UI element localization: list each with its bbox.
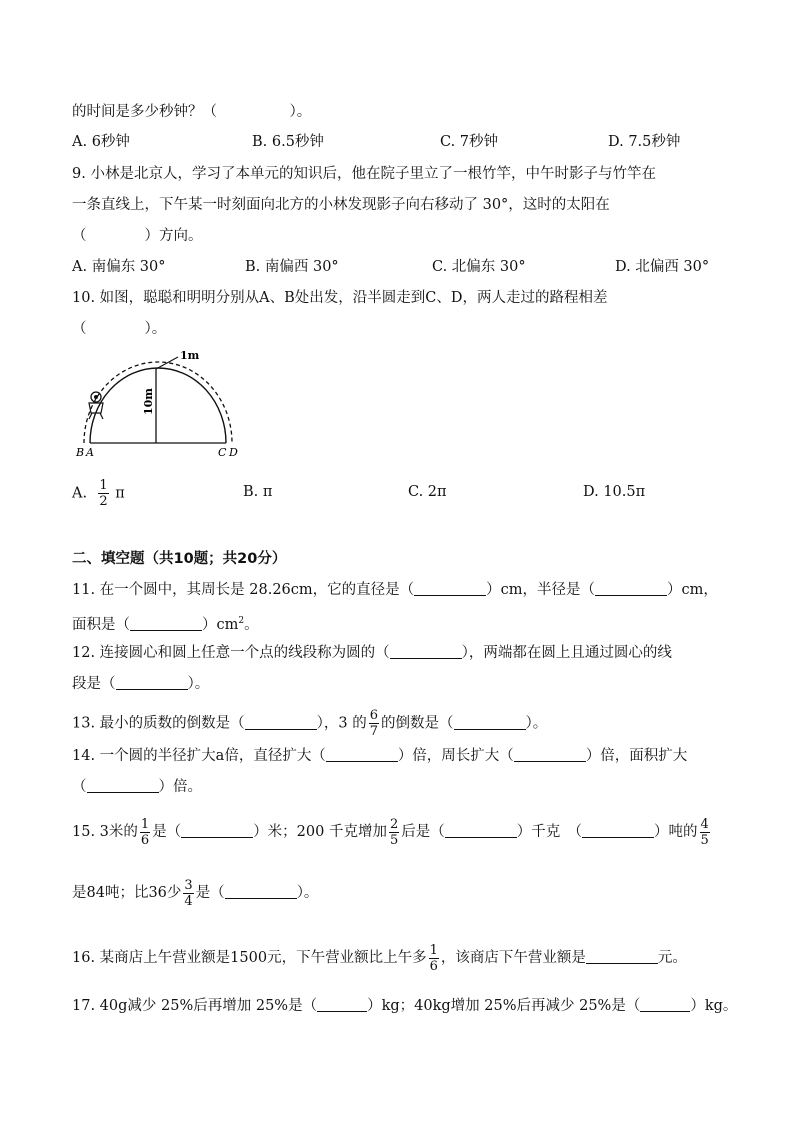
blank <box>317 997 367 1012</box>
blank <box>640 997 690 1012</box>
q12-line2: 段是（ ）。 <box>72 676 210 692</box>
q16-line: 16. 某商店上午营业额是1500元，下午营业额比上午多 $\frac{1}{6}$ ，该商店下午营业额是 元。 <box>72 942 687 974</box>
blank <box>181 823 253 838</box>
q10-option-d: D. 10.5π <box>583 484 646 500</box>
q10-option-c: C. 2π <box>408 484 447 500</box>
fraction: $\frac{2}{5}$ <box>389 816 399 848</box>
q10-line2: （ ）。 <box>72 321 167 337</box>
q14-line1: 14. 一个圆的半径扩大a倍，直径扩大（ ）倍，周长扩大（ ）倍，面积扩大 <box>72 748 688 764</box>
point-a: A <box>86 446 94 459</box>
q8-option-a: A. 6秒钟 <box>72 134 130 150</box>
outer-semicircle <box>84 362 232 443</box>
q17-line: 17. 40g减少 25%后再增加 25%是（ ）kg；40kg增加 25%后再减少 25%是（ ）kg。 <box>72 998 738 1014</box>
q15-line1: 15. 3米的 $\frac{1}{6}$ 是（ ）米；200 千克增加 $\frac{2}{5}$ 后是（ ）千克 （ ）吨的 $\frac{4}{5}$ <box>72 816 709 848</box>
q9-option-c: C. 北偏东 30° <box>432 259 526 275</box>
q8-option-c: C. 7秒钟 <box>440 134 499 150</box>
q13-line: 13. 最小的质数的倒数是（ ），3 的 $\frac{6}{7}$ 的倒数是（ ）。 <box>72 708 548 739</box>
point-d: D <box>229 446 238 459</box>
blank <box>595 581 667 596</box>
blank <box>130 616 202 631</box>
q9-option-a: A. 南偏东 30° <box>72 259 166 275</box>
q10-line1: 10. 如图，聪聪和明明分别从A、B处出发，沿半圆走到C、D，两人走过的路程相差 <box>72 290 608 306</box>
q10-option-a: A. $\frac{1}{2}$ π <box>72 478 125 509</box>
blank <box>116 675 188 690</box>
q9-line2: 一条直线上，下午某一时刻面向北方的小林发现影子向右移动了 30°，这时的太阳在 <box>72 197 610 213</box>
blank <box>454 715 526 730</box>
blank <box>514 747 586 762</box>
blank <box>245 715 317 730</box>
q8-option-b: B. 6.5秒钟 <box>252 134 324 150</box>
q14-line2: （ ）倍。 <box>72 779 202 795</box>
section-title: 二、填空题（共10题；共20分） <box>72 551 287 567</box>
inner-semicircle <box>90 368 226 443</box>
point-b: B <box>76 446 85 459</box>
q11-line1: 11. 在一个圆中，其周长是 28.26cm，它的直径是（ ）cm，半径是（ ）cm， <box>72 582 718 598</box>
fraction: $\frac{3}{4}$ <box>184 877 193 909</box>
q9-line1: 9. 小林是北京人，学习了本单元的知识后，他在院子里立了一根竹竿，中午时影子与竹竿在 <box>72 166 656 182</box>
fraction: $\frac{1}{2}$ <box>99 478 108 509</box>
blank <box>390 644 462 659</box>
q9-option-b: B. 南偏西 30° <box>245 259 339 275</box>
blank <box>445 823 517 838</box>
radius-label: 10m <box>142 388 155 415</box>
blank <box>225 884 297 899</box>
q10-option-b: B. π <box>243 484 273 500</box>
blank <box>582 823 654 838</box>
blank <box>414 581 486 596</box>
q8-text: 的时间是多少秒钟？（ ）。 <box>72 104 312 120</box>
fraction: $\frac{6}{7}$ <box>369 708 379 739</box>
q11-line2: 面积是（ ）$cm^2$。 <box>72 616 259 633</box>
point-c: C <box>218 446 227 459</box>
semicircle-figure <box>72 345 247 460</box>
q15-line2: 是84吨；比36少 $\frac{3}{4}$ 是（ ）。 <box>72 877 319 909</box>
q8-option-d: D. 7.5秒钟 <box>608 134 681 150</box>
fraction: $\frac{1}{6}$ <box>140 816 150 848</box>
q12-line1: 12. 连接圆心和圆上任意一个点的线段称为圆的（ ），两端都在圆上且通过圆心的线 <box>72 645 672 661</box>
q9-option-d: D. 北偏西 30° <box>615 259 710 275</box>
q9-line3: （ ）方向。 <box>72 228 203 244</box>
gap-pointer <box>156 357 178 369</box>
fraction: $\frac{4}{5}$ <box>700 816 709 848</box>
fraction: $\frac{1}{6}$ <box>429 942 438 974</box>
walker-icon <box>89 392 103 419</box>
blank <box>586 949 658 964</box>
blank <box>87 778 159 793</box>
blank <box>326 747 398 762</box>
width-label: 1m <box>180 349 200 362</box>
